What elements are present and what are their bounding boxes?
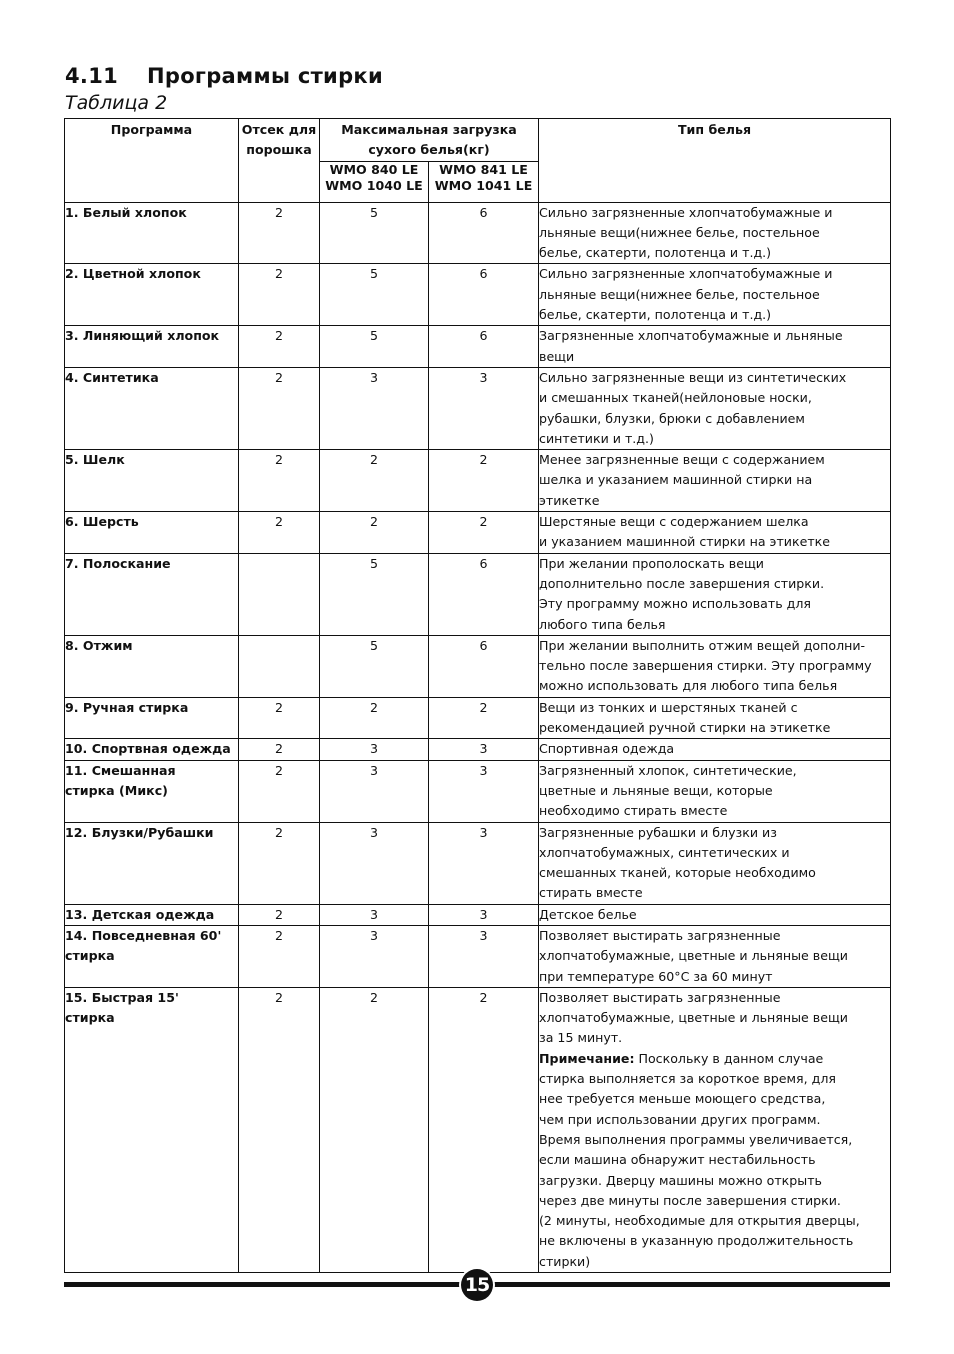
laundry-type: При желании прополоскать вещи дополнительно после завершения стирки. Эту программу можно использовать для любого типа белья	[539, 553, 891, 635]
table-row	[65, 367, 891, 449]
laundry-type: Шерстяные вещи с содержанием шелка и указанием машинной стирки на этикетке	[539, 512, 891, 554]
header-model-a: WMO 840 LE WMO 1040 LE	[320, 161, 429, 202]
program-name: 7. Полоскание	[65, 553, 239, 635]
powder-compartment: 2	[239, 202, 320, 264]
max-load-model-a: 2	[320, 697, 429, 739]
laundry-type: При желании выполнить отжим вещей дополни- тельно после завершения стирки. Эту программу можно использовать для любого типа белья	[539, 635, 891, 697]
powder-compartment: 2	[239, 987, 320, 1272]
powder-compartment: 2	[239, 904, 320, 925]
table-row	[65, 987, 891, 1272]
laundry-type: Загрязненные хлопчатобумажные и льняные вещи	[539, 326, 891, 368]
header-model-b: WMO 841 LE WMO 1041 LE	[429, 161, 539, 202]
max-load-model-a: 3	[320, 760, 429, 822]
max-load-model-a: 5	[320, 264, 429, 326]
laundry-type: Загрязненные рубашки и блузки из хлопчатобумажных, синтетических и смешанных тканей, которые необходимо стирать вместе	[539, 822, 891, 904]
laundry-type: Менее загрязненные вещи с содержанием шелка и указанием машинной стирки на этикетке	[539, 450, 891, 512]
powder-compartment: 2	[239, 760, 320, 822]
max-load-model-b: 6	[429, 202, 539, 264]
note-label: Примечание:	[539, 1050, 635, 1066]
table-caption: Таблица 2	[65, 92, 168, 114]
program-name: 2. Цветной хлопок	[65, 264, 239, 326]
max-load-model-b: 3	[429, 822, 539, 904]
max-load-model-b: 3	[429, 904, 539, 925]
powder-compartment: 2	[239, 822, 320, 904]
table-row	[65, 512, 891, 554]
max-load-model-b: 2	[429, 512, 539, 554]
table-row	[65, 739, 891, 760]
powder-compartment: 2	[239, 512, 320, 554]
max-load-model-a: 2	[320, 512, 429, 554]
program-name: 3. Линяющий хлопок	[65, 326, 239, 368]
powder-compartment: 2	[239, 925, 320, 987]
powder-compartment: 2	[239, 367, 320, 449]
table-row	[65, 635, 891, 697]
max-load-model-b: 3	[429, 760, 539, 822]
max-load-model-a: 5	[320, 202, 429, 264]
table-row	[65, 553, 891, 635]
max-load-model-a: 5	[320, 553, 429, 635]
max-load-model-b: 6	[429, 635, 539, 697]
programs-table	[64, 118, 891, 1273]
program-name: 8. Отжим	[65, 635, 239, 697]
powder-compartment: 2	[239, 450, 320, 512]
max-load-model-a: 3	[320, 822, 429, 904]
header-program: Программа	[65, 119, 239, 203]
program-name: 15. Быстрая 15' стирка	[65, 987, 239, 1272]
max-load-model-a: 2	[320, 987, 429, 1272]
max-load-model-b: 3	[429, 739, 539, 760]
program-name: 6. Шерсть	[65, 512, 239, 554]
program-name: 4. Синтетика	[65, 367, 239, 449]
max-load-model-a: 3	[320, 904, 429, 925]
programs-table-body	[65, 202, 891, 1272]
powder-compartment	[239, 553, 320, 635]
program-name: 11. Смешанная стирка (Микс)	[65, 760, 239, 822]
max-load-model-b: 6	[429, 553, 539, 635]
table-row	[65, 697, 891, 739]
powder-compartment	[239, 635, 320, 697]
powder-compartment: 2	[239, 739, 320, 760]
table-row	[65, 822, 891, 904]
max-load-model-a: 2	[320, 450, 429, 512]
program-name: 1. Белый хлопок	[65, 202, 239, 264]
header-max-load: Максимальная загрузка сухого белья(кг)	[320, 119, 539, 162]
max-load-model-b: 6	[429, 264, 539, 326]
max-load-model-b: 3	[429, 925, 539, 987]
laundry-type: Сильно загрязненные хлопчатобумажные и льняные вещи(нижнее белье, постельное белье, скатерти, полотенца и т.д.)	[539, 264, 891, 326]
powder-compartment: 2	[239, 697, 320, 739]
program-name: 14. Повседневная 60' стирка	[65, 925, 239, 987]
laundry-type: Спортивная одежда	[539, 739, 891, 760]
section-heading	[65, 64, 383, 88]
laundry-type: Позволяет выстирать загрязненные хлопчатобумажные, цветные и льняные вещи при температуре 60°C за 60 минут	[539, 925, 891, 987]
table-row	[65, 264, 891, 326]
max-load-model-b: 2	[429, 697, 539, 739]
table-row	[65, 326, 891, 368]
header-type: Тип белья	[539, 119, 891, 203]
laundry-type: Сильно загрязненные вещи из синтетических и смешанных тканей(нейлоновые носки, рубашки, блузки, брюки с добавлением синтетики и т.д.)	[539, 367, 891, 449]
max-load-model-a: 3	[320, 367, 429, 449]
program-name: 13. Детская одежда	[65, 904, 239, 925]
max-load-model-b: 2	[429, 987, 539, 1272]
laundry-type: Сильно загрязненные хлопчатобумажные и льняные вещи(нижнее белье, постельное белье, скатерти, полотенца и т.д.)	[539, 202, 891, 264]
table-row	[65, 760, 891, 822]
laundry-type: Позволяет выстирать загрязненные хлопчатобумажные, цветные и льняные вещи за 15 минут. Примечание: Поскольку в данном случае стирка выполняется за короткое время, для нее требуется меньше моющего средства, чем при использовании других программ. Время выполнения программы увеличивается, если машина обнаружит нестабильность загрузки. Дверцу машины можно открыть через две минуты после завершения стирки. (2 минуты, необходимые для открытия дверцы, не включены в указанную продолжительность стирки)	[539, 987, 891, 1272]
table-row	[65, 904, 891, 925]
section-number: 4.11	[65, 64, 119, 88]
max-load-model-b: 3	[429, 367, 539, 449]
laundry-type: Загрязненный хлопок, синтетические, цветные и льняные вещи, которые необходимо стирать вместе	[539, 760, 891, 822]
laundry-type: Детское белье	[539, 904, 891, 925]
max-load-model-b: 2	[429, 450, 539, 512]
laundry-type: Вещи из тонких и шерстяных тканей с рекомендацией ручной стирки на этикетке	[539, 697, 891, 739]
program-name: 5. Шелк	[65, 450, 239, 512]
program-name: 10. Спортвная одежда	[65, 739, 239, 760]
max-load-model-a: 5	[320, 635, 429, 697]
max-load-model-a: 3	[320, 739, 429, 760]
header-compartment: Отсек для порошка	[239, 119, 320, 203]
table-row	[65, 450, 891, 512]
page-number: 15	[461, 1269, 493, 1301]
program-name: 12. Блузки/Рубашки	[65, 822, 239, 904]
program-name: 9. Ручная стирка	[65, 697, 239, 739]
section-title: Программы стирки	[147, 64, 383, 88]
max-load-model-b: 6	[429, 326, 539, 368]
powder-compartment: 2	[239, 264, 320, 326]
table-row	[65, 202, 891, 264]
max-load-model-a: 5	[320, 326, 429, 368]
powder-compartment: 2	[239, 326, 320, 368]
table-row	[65, 925, 891, 987]
max-load-model-a: 3	[320, 925, 429, 987]
